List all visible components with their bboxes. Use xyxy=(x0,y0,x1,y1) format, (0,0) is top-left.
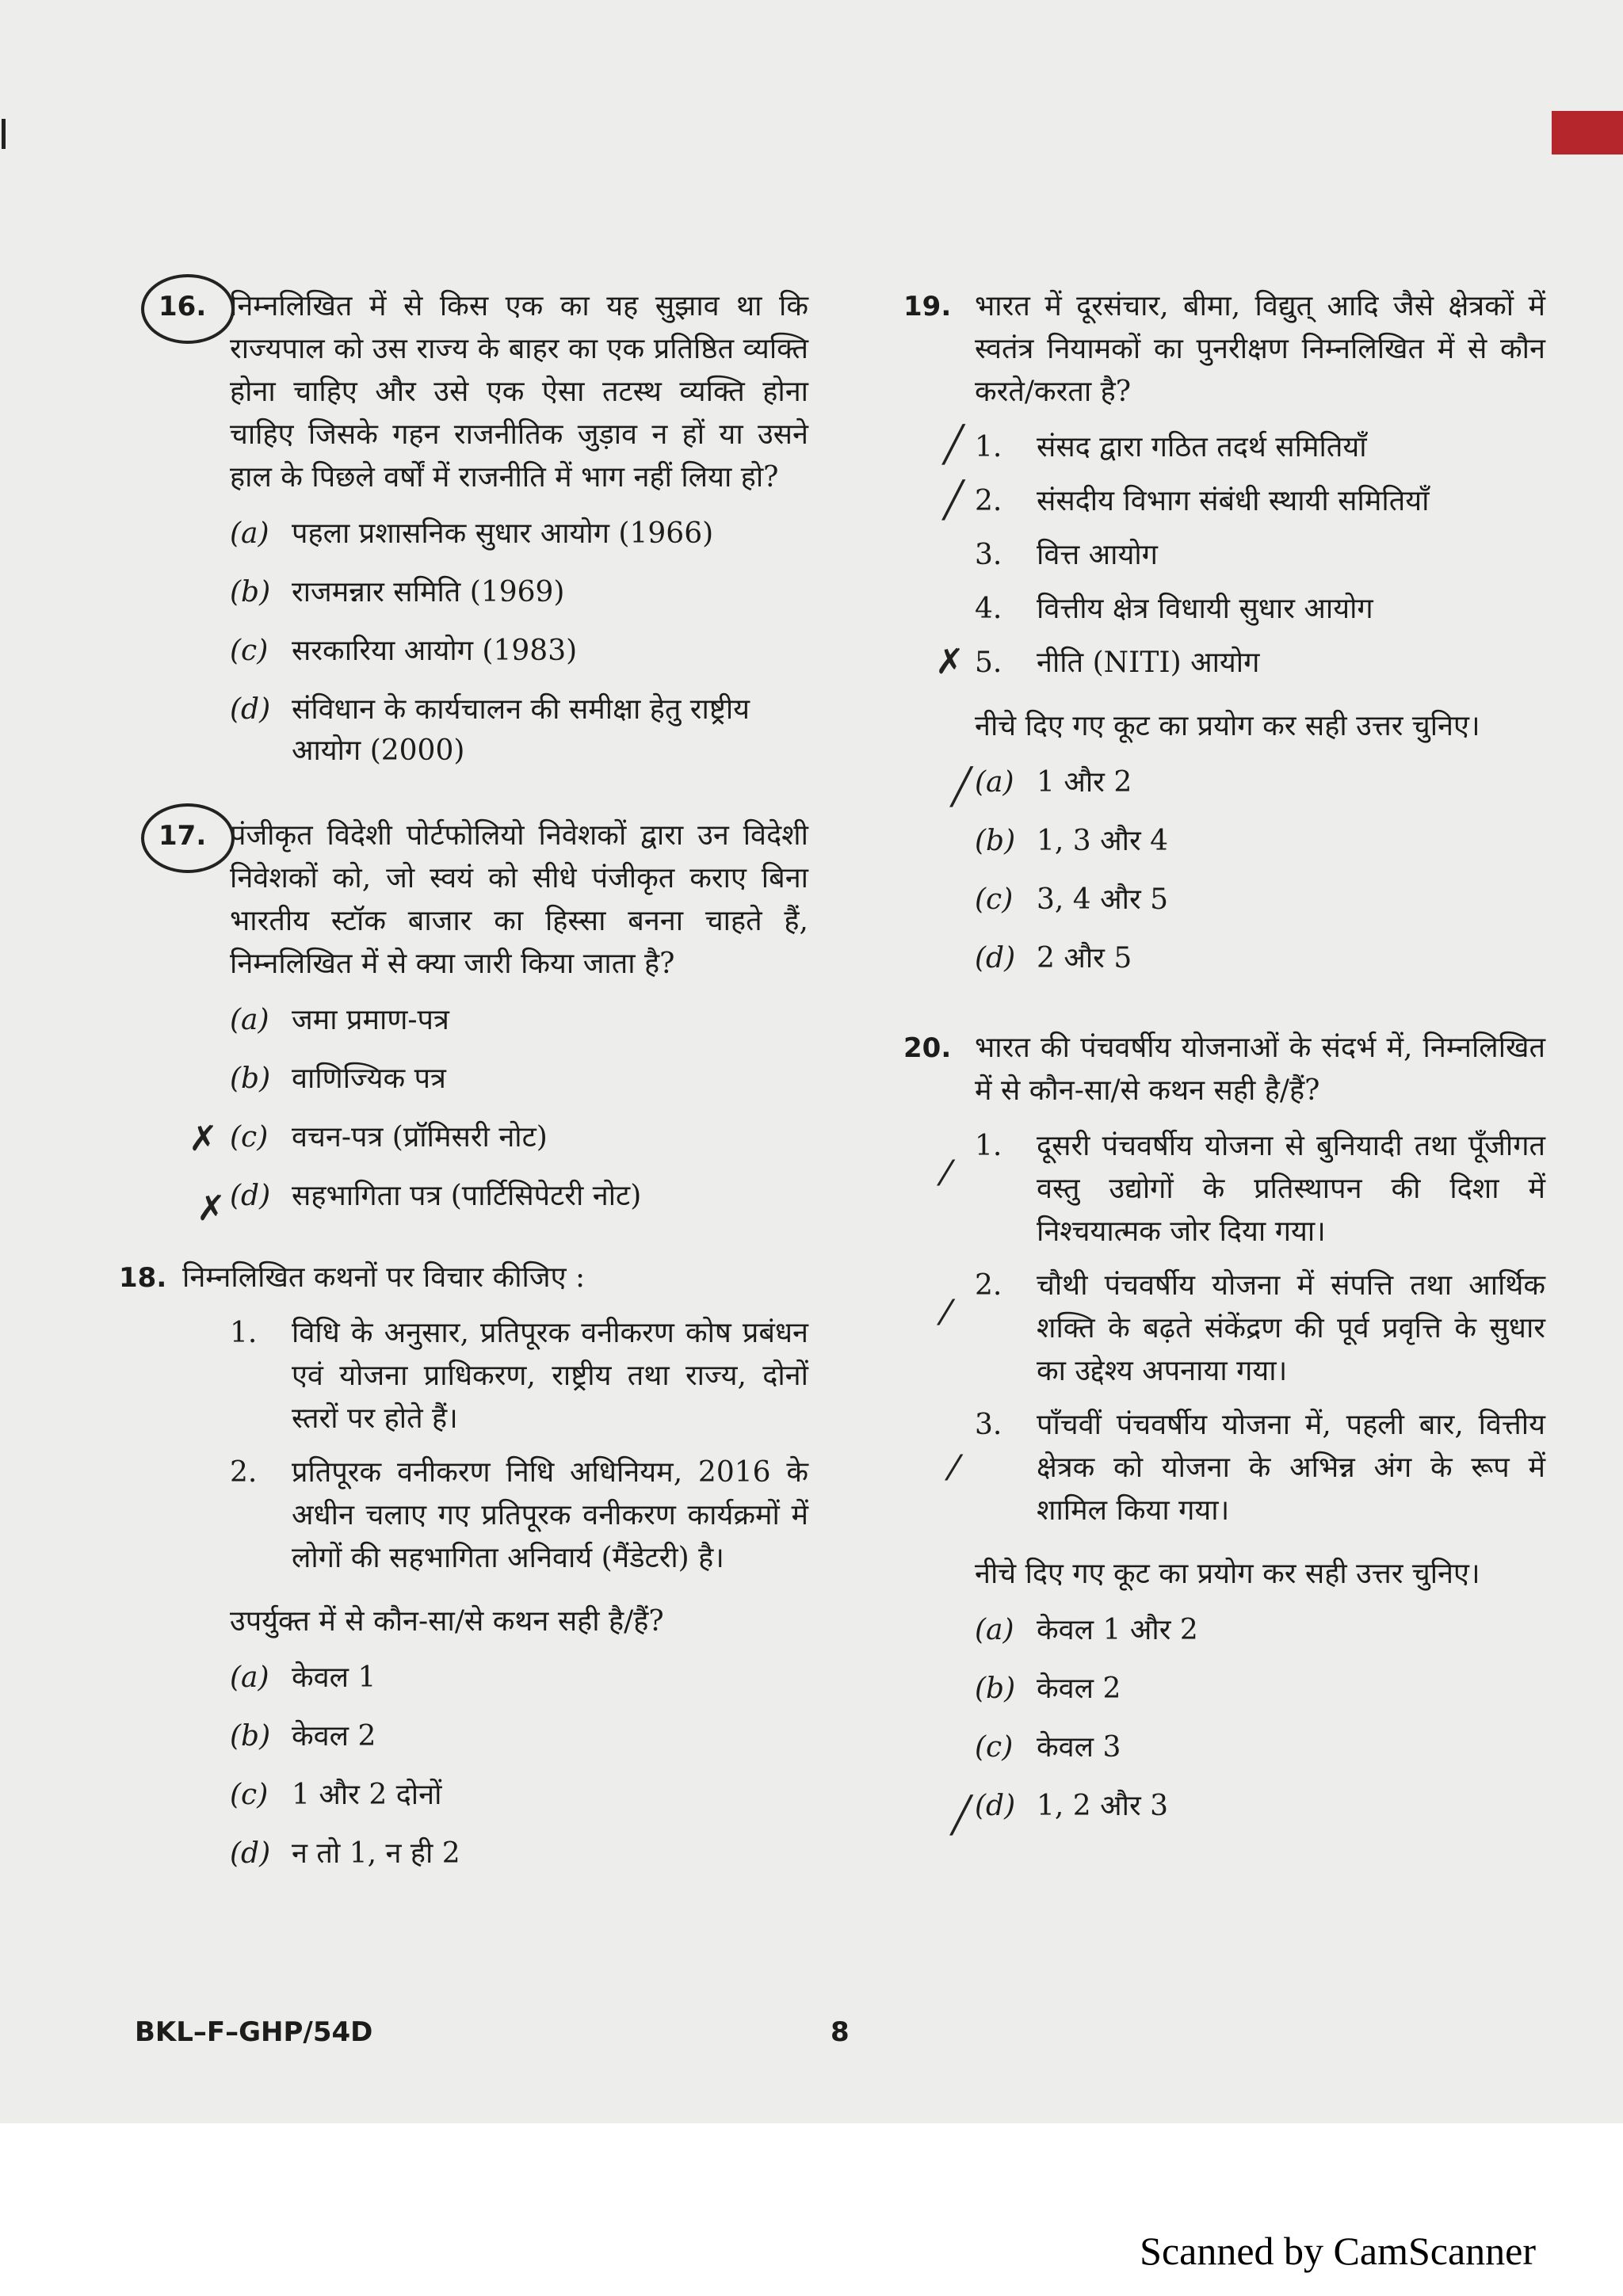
option: (d) न तो 1, न ही 2 xyxy=(230,1837,460,1870)
option: (a) केवल 1 और 2 xyxy=(975,1614,1198,1646)
handwritten-tick-icon: ⁄ xyxy=(951,1448,957,1489)
red-tab-decoration xyxy=(1552,111,1623,154)
option: (b) केवल 2 xyxy=(230,1720,376,1753)
question-number: 16. xyxy=(158,291,207,322)
question-text: भारत में दूरसंचार, बीमा, विद्युत् आदि जैसे क्षेत्रकों में स्वतंत्र नियामकों का पुनरीक्षण निम्नलिखित में से कौन करते/करता है? xyxy=(975,290,1545,408)
question-text: भारत की पंचवर्षीय योजनाओं के संदर्भ में, निम्नलिखित में से कौन-सा/से कथन सही है/हैं? xyxy=(975,1032,1545,1107)
option: (a) पहला प्रशासनिक सुधार आयोग (1966) xyxy=(230,517,714,550)
option: (d) संविधान के कार्यचालन की समीक्षा हेतु राष्ट्रीय आयोग (2000) xyxy=(230,693,750,767)
statement-list xyxy=(230,1312,808,1580)
option: ╱ (a) 1 और 2 xyxy=(951,766,1132,807)
question-number: 20. xyxy=(903,1032,952,1064)
handwritten-cross-icon: ✗ xyxy=(189,1119,218,1159)
question-20 xyxy=(888,1027,1545,1836)
right-column xyxy=(888,285,1545,1844)
left-column xyxy=(119,285,808,1892)
question-text: निम्नलिखित कथनों पर विचार कीजिए : xyxy=(182,1261,586,1294)
statement: ╱ 1. संसद द्वारा गठित तदर्थ समितियाँ xyxy=(943,425,1367,465)
scanner-watermark: Scanned by CamScanner xyxy=(1140,2229,1536,2273)
booklet-code: BKL–F–GHP/54D xyxy=(135,2016,373,2048)
statement: ⁄ 1. दूसरी पंचवर्षीय योजना से बुनियादी तथा पूँजीगत वस्तु उद्योगों के प्रतिस्थापन की दिशा में निश्चयात्मक जोर दिया गया। xyxy=(943,1130,1545,1248)
option-list xyxy=(189,1000,808,1229)
option-list xyxy=(230,513,808,772)
option: (d) 2 और 5 xyxy=(975,942,1132,974)
option: (c) 1 और 2 दोनों xyxy=(230,1779,442,1811)
option: (b) राजमन्नार समिति (1969) xyxy=(230,576,565,608)
statement: ✗ 5. नीति (NITI) आयोग xyxy=(935,642,1260,682)
statement-list xyxy=(935,425,1545,685)
option: ✗ (c) वचन-पत्र (प्रॉमिसरी नोट) xyxy=(189,1119,548,1159)
handwritten-cross-icon: ✗ xyxy=(197,1188,226,1229)
option: (a) जमा प्रमाण-पत्र xyxy=(230,1004,449,1036)
statement: 4. वित्तीय क्षेत्र विधायी सुधार आयोग xyxy=(975,593,1373,625)
question-prompt: नीचे दिए गए कूट का प्रयोग कर सही उत्तर चुनिए। xyxy=(975,710,1480,742)
handwritten-tick-icon: ⁄ xyxy=(943,1154,949,1194)
left-edge-mark xyxy=(2,119,6,149)
question-18 xyxy=(119,1257,808,1875)
option: (c) सरकारिया आयोग (1983) xyxy=(230,635,578,667)
option: (a) केवल 1 xyxy=(230,1661,376,1694)
question-prompt: उपर्युक्त में से कौन-सा/से कथन सही है/हैं? xyxy=(230,1605,664,1638)
option: (c) 3, 4 और 5 xyxy=(975,883,1169,916)
option-list xyxy=(951,762,1545,979)
question-prompt: नीचे दिए गए कूट का प्रयोग कर सही उत्तर चुनिए। xyxy=(975,1558,1480,1590)
option: (c) केवल 3 xyxy=(975,1731,1121,1764)
question-number: 17. xyxy=(158,820,207,852)
handwritten-cross-icon: ✗ xyxy=(935,642,964,682)
option: (b) वाणिज्यिक पत्र xyxy=(230,1062,446,1095)
option: (b) 1, 3 और 4 xyxy=(975,825,1169,857)
question-17 xyxy=(143,814,808,1229)
question-19 xyxy=(888,285,1545,979)
handwritten-tick-icon: ╱ xyxy=(943,425,964,465)
question-16 xyxy=(143,285,808,772)
statement: ╱ 2. संसदीय विभाग संबंधी स्थायी समितियाँ xyxy=(943,480,1430,521)
question-text: निम्नलिखित में से किस एक का यह सुझाव था कि राज्यपाल को उस राज्य के बाहर का एक प्रतिष्ठित व्यक्ति होना चाहिए और उसे एक ऐसा तटस्थ व्यक्ति होना चाहिए जिसके गहन राजनीतिक जुड़ाव न हों या उसने हाल के पिछले वर्षों में राजनीति में भाग नहीं लिया हो? xyxy=(230,290,808,494)
statement: 1. विधि के अनुसार, प्रतिपूरक वनीकरण कोष प्रबंधन एवं योजना प्राधिकरण, राष्ट्रीय तथा राज्य, दोनों स्तरों पर होते हैं। xyxy=(230,1317,808,1435)
handwritten-tick-icon: ╱ xyxy=(943,480,964,521)
handwritten-tick-icon: ⁄ xyxy=(943,1293,949,1333)
handwritten-tick-icon: ╱ xyxy=(951,1795,972,1836)
option-list xyxy=(951,1610,1545,1836)
option: ✗ (d) सहभागिता पत्र (पार्टिसिपेटरी नोट) xyxy=(197,1180,642,1229)
statement: 3. वित्त आयोग xyxy=(975,539,1158,571)
question-text: पंजीकृत विदेशी पोर्टफोलियो निवेशकों द्वारा उन विदेशी निवेशकों को, जो स्वयं को सीधे पंजीकृत कराए बिना भारतीय स्टॉक बाजार का हिस्सा बनना चाहते हैं, निम्नलिखित में से क्या जारी किया जाता है? xyxy=(230,819,808,980)
statement: ⁄ 3. पाँचवीं पंचवर्षीय योजना में, पहली बार, वित्तीय क्षेत्रक को योजना के अभिन्न अंग के रूप में शामिल किया गया। xyxy=(951,1409,1545,1527)
option-list xyxy=(230,1657,808,1875)
page-number: 8 xyxy=(831,2016,850,2048)
question-number: 18. xyxy=(119,1262,167,1294)
question-number: 19. xyxy=(903,291,952,322)
statement: ⁄ 2. चौथी पंचवर्षीय योजना में संपत्ति तथा आर्थिक शक्ति के बढ़ते संकेंद्रण की पूर्व प्रवृत्ति के सुधार का उद्देश्य अपनाया गया। xyxy=(943,1269,1545,1387)
option: ╱ (d) 1, 2 और 3 xyxy=(951,1790,1169,1836)
option: (b) केवल 2 xyxy=(975,1672,1121,1705)
statement-list xyxy=(943,1125,1545,1532)
statement: 2. प्रतिपूरक वनीकरण निधि अधिनियम, 2016 के अधीन चलाए गए प्रतिपूरक वनीकरण कार्यक्रमों में लोगों की सहभागिता अनिवार्य (मैंडेटरी) है। xyxy=(230,1456,808,1574)
handwritten-tick-icon: ╱ xyxy=(951,767,972,807)
